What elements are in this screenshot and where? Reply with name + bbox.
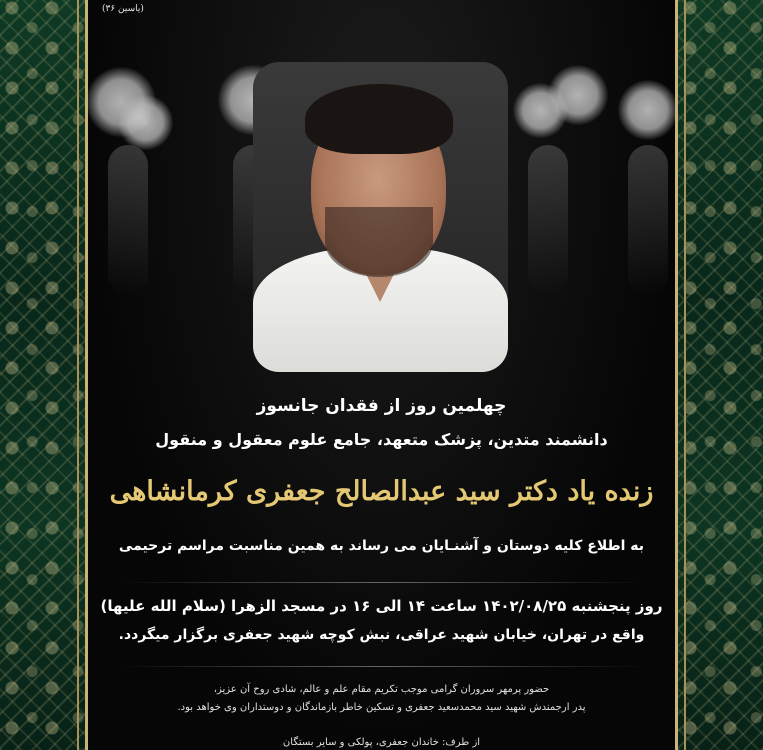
announcement-text: به اطلاع کلیه دوستان و آشنـایان می رساند به همین مناسبت مراسم ترحیمی <box>118 538 645 554</box>
deceased-name: زنده یاد دکتر سید عبدالصالح جعفری کرمانشاهی <box>109 476 654 507</box>
memorial-panel <box>88 0 675 750</box>
verse-reference: (یاسین ۳۶) <box>102 4 144 14</box>
ornamental-frame-left <box>0 0 88 750</box>
ceremony-time: روز پنجشنبه ۱۴۰۲/۰۸/۲۵ ساعت ۱۴ الی ۱۶ در مسجد الزهرا (سلام الله علیها) <box>100 597 663 615</box>
ceremony-location: واقع در تهران، خیابان شهید عراقی، نبش کوچه شهید جعفری برگزار میگردد. <box>118 627 645 643</box>
portrait-photo <box>253 62 508 372</box>
divider <box>118 582 645 583</box>
notice-line-2: دانشمند متدین، پزشک متعهد، جامع علوم معقول و منقول <box>155 430 608 449</box>
closing-note-line-1: حضور پرمهر سروران گرامی موجب تکریم مقام علم و عالم، شادی روح آن عزیز، <box>213 684 550 695</box>
ornamental-frame-right <box>675 0 763 750</box>
notice-line-1: چهلمین روز از فقدان جانسوز <box>256 396 507 416</box>
closing-note-line-2: پدر ارجمندش شهید سید محمدسعید جعفری و تسکین خاطر بازماندگان و دوستداران وی خواهد بود. <box>177 702 586 713</box>
divider <box>118 666 645 667</box>
signatories: از طرف: خاندان جعفری، پولکی و سایر بستگان <box>282 737 481 748</box>
quran-verse-banner <box>88 0 675 22</box>
